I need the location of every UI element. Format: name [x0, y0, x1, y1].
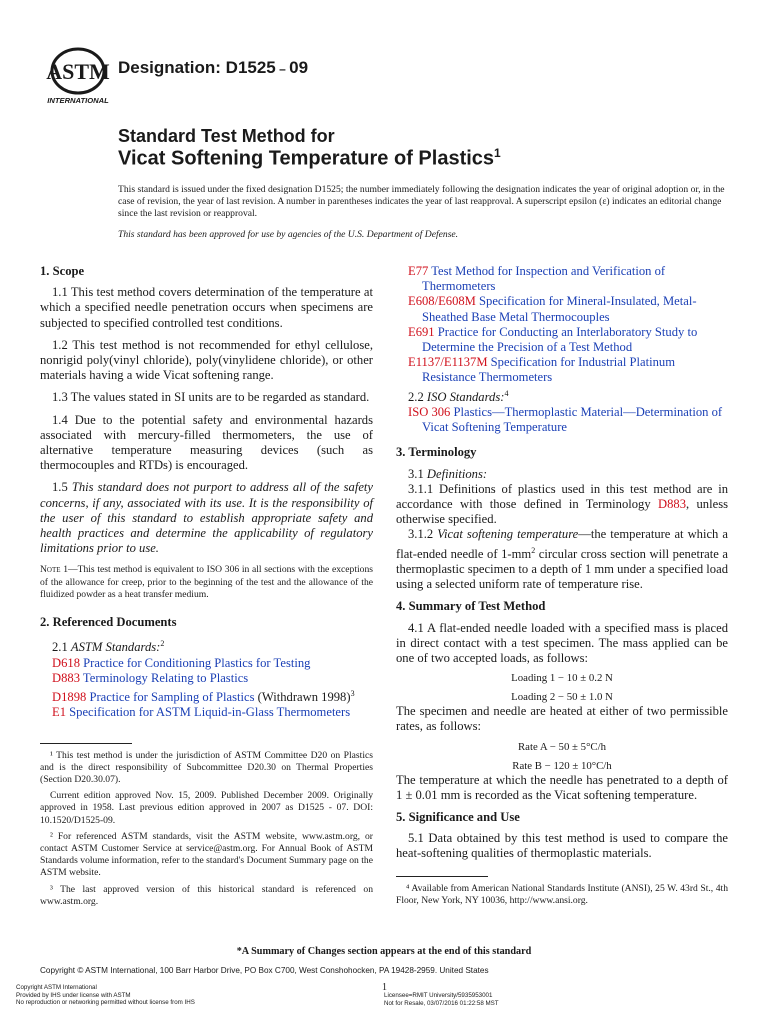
document-title: Vicat Softening Temperature of Plastics$^1$: [118, 146, 501, 170]
ref-e1[interactable]: E1 Specification for ASTM Liquid-in-Glass Thermometers: [52, 705, 351, 720]
svg-text:INTERNATIONAL: INTERNATIONAL: [47, 96, 109, 105]
ref-e691[interactable]: E691 Practice for Conducting an Interlaboratory Study to Determine the Precision of a Test Method: [408, 324, 698, 355]
ref-d883[interactable]: D883 Terminology Relating to Plastics: [52, 670, 249, 685]
section-heading-summary: 4. Summary of Test Method: [396, 599, 546, 614]
section-heading-scope: 1. Scope: [40, 264, 85, 278]
footnote-3: ³ The last approved version of this historical standard is referenced on www.astm.org.: [40, 883, 373, 907]
designation: Designation: D1525 – 09: [118, 58, 309, 77]
loading-2: Loading 2 − 50 ± 1.0 N: [511, 691, 613, 704]
ref-d1898[interactable]: D1898 Practice for Sampling of Plastics (Withdrawn 1998)$^3$: [52, 689, 355, 705]
note-1: Note 1—This test method is equivalent to ISO 306 in all sections with the exceptions of the allowance for creep, prior to the beginning of the test and the allowance of the fluidized powder as a heat transfer medium.: [40, 564, 373, 600]
paragraph-1-3: 1.3 The values stated in SI units are to be regarded as standard.: [52, 390, 370, 405]
footnote-rule: [40, 743, 132, 744]
dod-approval-note: This standard has been approved for use by agencies of the U.S. Department of Defense.: [118, 229, 459, 240]
page-number: 1: [382, 982, 387, 993]
left-column: [40, 264, 373, 912]
footnote-1b: Current edition approved Nov. 15, 2009. Published December 2009. Originally approved in 1958. Last previous edition approved in 2007 as D1525 - 07. DOI: 10.1520/D1525-09.: [40, 790, 373, 826]
paragraph-1-4: 1.4 Due to the potential safety and environmental hazards associated with mercury-filled thermometers, the use of alternative temperature measuring devices (such as thermocouples and RTDs) is encouraged.: [40, 412, 373, 473]
rate-a: Rate A − 50 ± 5°C/h: [517, 740, 606, 753]
section-heading-significance: 5. Significance and Use: [396, 810, 520, 825]
right-column: [396, 264, 728, 911]
intro-paragraph: This standard is issued under the fixed designation D1525; the number immediately following the designation indicates the year of original adoption or, in the case of revision, the year of last revision. A number in parentheses indicates the year of last reapproval. A superscript epsilon (ε) indicates an editorial change since the last revision or reapproval.: [118, 184, 725, 220]
rate-b: Rate B − 120 ± 10°C/h: [512, 759, 612, 772]
section-heading-terminology: 3. Terminology: [396, 445, 477, 460]
copyright-line: Copyright © ASTM International, 100 Barr Harbor Drive, PO Box C700, West Conshohocken, PA 19428-2959. United States: [40, 966, 489, 975]
astm-standards-label: 2.1 ASTM Standards:$^2$: [52, 639, 165, 655]
footnote-1: ¹ This test method is under the jurisdiction of ASTM Committee D20 on Plastics and is the direct responsibility of Subcommittee D20.30 on Thermal Properties (Section D20.30.07).: [40, 749, 373, 786]
ref-d618[interactable]: D618 Practice for Conditioning Plastics for Testing: [52, 655, 311, 670]
paragraph-3-1-1: 3.1.1 Definitions of plastics used in this test method are in accordance with those defined in Terminology D883, unless otherwise specified.: [396, 481, 728, 527]
svg-text:ASTM: ASTM: [46, 59, 110, 84]
paragraph-4-1: 4.1 A flat-ended needle loaded with a specified mass is placed in direct contact with a test specimen. The mass applied can be one of two accepted loads, as follows:: [396, 620, 728, 666]
section-heading-referenced-documents: 2. Referenced Documents: [40, 615, 177, 630]
ref-iso-306[interactable]: ISO 306 Plastics—Thermoplastic Material—Determination of Vicat Softening Temperature: [408, 405, 723, 435]
paragraph-heating-rates: The specimen and needle are heated at either of two permissible rates, as follows:: [396, 704, 728, 734]
paragraph-penetration: The temperature at which the needle has penetrated to a depth of 1 ± 0.01 mm is recorded as the Vicat softening temperature.: [396, 772, 728, 802]
ref-e77[interactable]: E77 Test Method for Inspection and Verification of Thermometers: [408, 264, 666, 294]
footnote-2: ² For referenced ASTM standards, visit the ASTM website, www.astm.org, or contact ASTM Customer Service at service@astm.org. For Annual Book of ASTM Standards volume information, refer to the standard's Document Summary page on the ASTM website.: [40, 830, 373, 879]
ref-e1137[interactable]: E1137/E1137M Specification for Industrial Platinum Resistance Thermometers: [408, 355, 675, 385]
title-line-1: Standard Test Method for: [118, 126, 335, 146]
paragraph-1-1: 1.1 This test method covers determination of the temperature at which a specified needle penetration occurs when specimens are subjected to specified controlled test conditions.: [40, 285, 373, 330]
footnote-rule-right: [396, 876, 488, 877]
license-left: Copyright ASTM International Provided by IHS under license with ASTM No reproduction or networking permitted without license from IHS: [16, 984, 195, 1007]
iso-standards-label: 2.2 ISO Standards:$^4$: [408, 388, 509, 404]
license-right: Licensee=RMIT University/5935953001 Not for Resale, 03/07/2016 01:22:58 MST: [384, 992, 499, 1007]
paragraph-3-1-2: 3.1.2 Vicat softening temperature—the temperature at which a flat-ended needle of $1-mm^2$ circular cross section will penetrate a thermoplastic specimen to a depth of 1 mm under a specified load using a selected uniform rate of temperature rise.: [396, 527, 728, 592]
ref-e608[interactable]: E608/E608M Specification for Mineral-Insulated, Metal-Sheathed Base Metal Thermocouples: [408, 294, 697, 324]
loading-1: Loading 1 − 10 ± 0.2 N: [511, 672, 613, 685]
summary-of-changes-note: *A Summary of Changes section appears at the end of this standard: [236, 946, 532, 957]
footnote-4: ⁴ Available from American National Standards Institute (ANSI), 25 W. 43rd St., 4th Floor, New York, NY 10036, http://www.ansi.org.: [396, 882, 728, 906]
astm-logo: [40, 44, 116, 106]
paragraph-5-1: 5.1 Data obtained by this test method is used to compare the heat-softening qualities of thermoplastic materials.: [396, 831, 728, 861]
paragraph-3-1: 3.1 Definitions:: [408, 466, 488, 481]
paragraph-1-2: 1.2 This test method is not recommended for ethyl cellulose, nonrigid poly(vinyl chloride), poly(vinylidene chloride), or other materials having a wide Vicat softening range.: [40, 337, 373, 383]
paragraph-1-5: 1.5 This standard does not purport to address all of the safety concerns, if any, associated with its use. It is the responsibility of the user of this standard to establish appropriate safety and health practices and determine the applicability of regulatory limitations prior to use.: [40, 480, 373, 556]
